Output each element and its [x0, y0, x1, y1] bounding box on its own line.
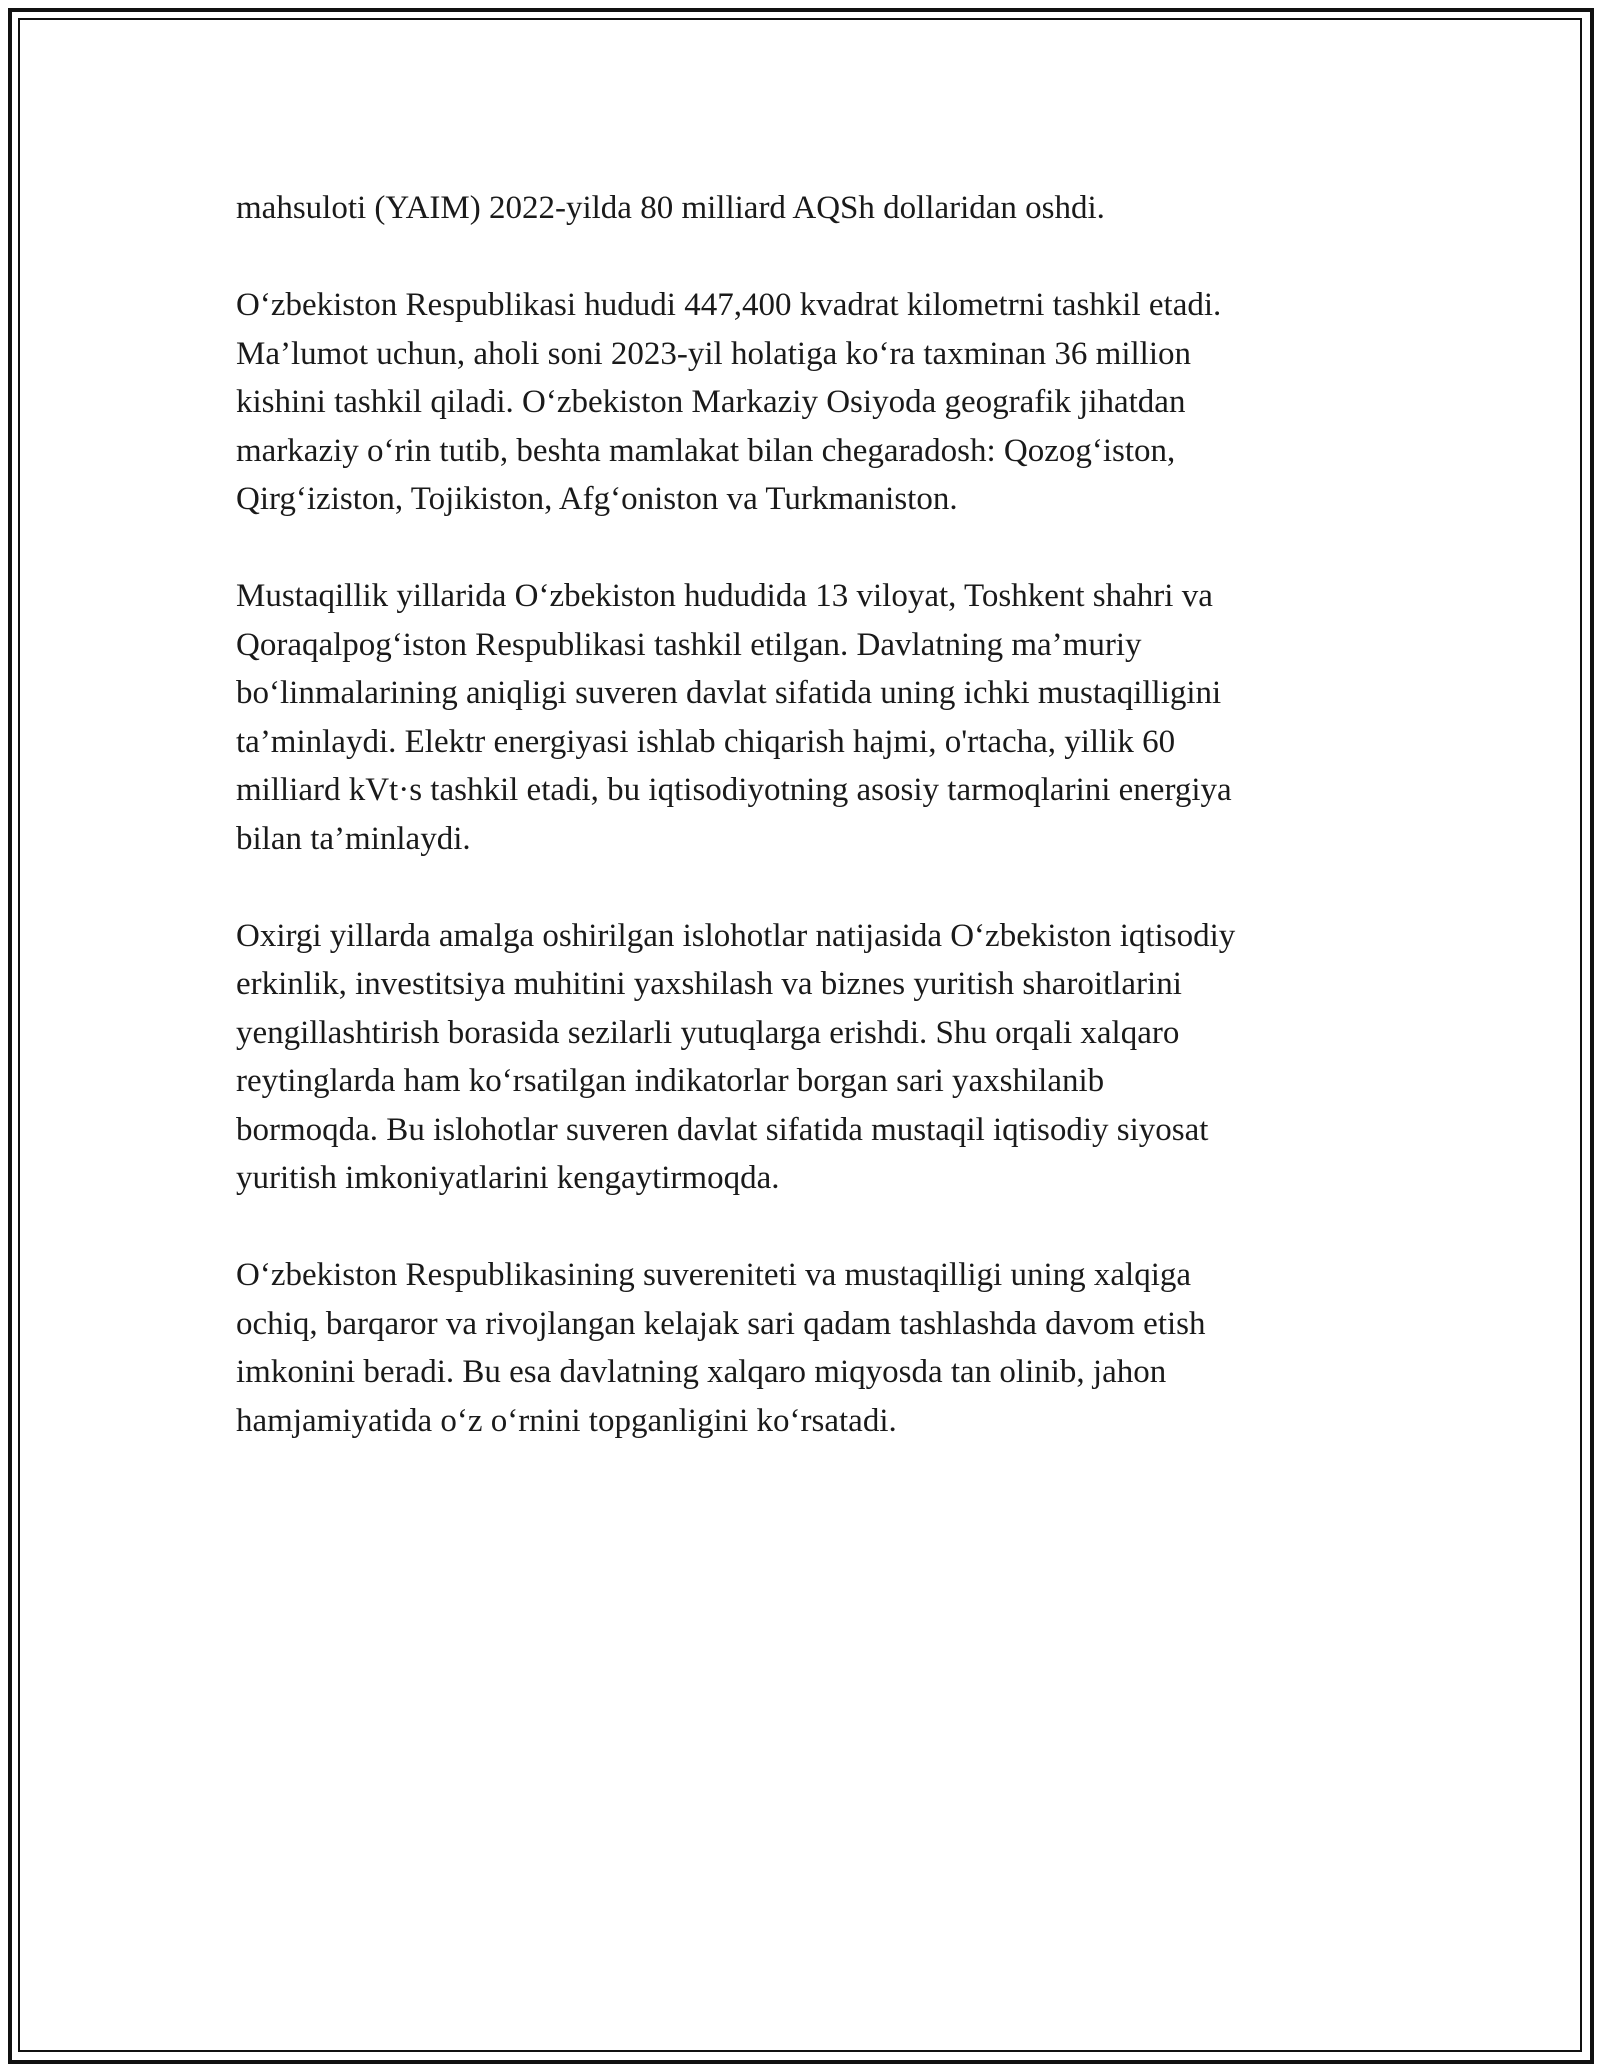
text-line: ta’minlaydi. Elektr energiyasi ishlab chiqarish hajmi, o'rtacha, yillik 60 [236, 723, 1176, 760]
text-line: bormoqda. Bu islohotlar suveren davlat sifatida mustaqil iqtisodiy siyosat [236, 1111, 1209, 1148]
text-line: kishini tashkil qiladi. O‘zbekiston Markaziy Osiyoda geografik jihatdan [236, 384, 1186, 420]
text-line: bilan ta’minlaydi. [236, 820, 471, 857]
paragraph-3 [236, 572, 1376, 863]
text-line: imkonini beradi. Bu esa davlatning xalqaro miqyosda tan olinib, jahon [236, 1354, 1167, 1390]
paragraph-5 [236, 1251, 1376, 1445]
text-line: Mustaqillik yillarida O‘zbekiston hududida 13 viloyat, Toshkent shahri va [236, 578, 1213, 614]
text-line: markaziy o‘rin tutib, beshta mamlakat bilan chegaradosh: Qozog‘iston, [236, 432, 1176, 469]
text-line: milliard kVt·s tashkil etadi, bu iqtisodiyotning asosiy tarmoqlarini energiya [236, 772, 1232, 808]
text-line: yengillashtirish borasida sezilarli yutuqlarga erishdi. Shu orqali xalqaro [236, 1014, 1180, 1051]
paragraph-4 [236, 912, 1376, 1203]
text-line: bo‘linmalarining aniqligi suveren davlat sifatida uning ichki mustaqilligini [236, 675, 1222, 711]
text-line: mahsuloti (YAIM) 2022-yilda 80 milliard AQSh dollaridan oshdi. [236, 190, 1105, 226]
text-line: Qoraqalpog‘iston Respublikasi tashkil etilgan. Davlatning ma’muriy [236, 626, 1142, 663]
text-line: O‘zbekiston Respublikasi hududi 447,400 kvadrat kilometrni tashkil etadi. [236, 287, 1222, 323]
text-line: O‘zbekiston Respublikasining suvereniteti va mustaqilligi uning xalqiga [236, 1257, 1192, 1293]
text-line: hamjamiyatida o‘z o‘rnini topganligini ko‘rsatadi. [236, 1402, 897, 1439]
text-line: Oxirgi yillarda amalga oshirilgan islohotlar natijasida O‘zbekiston iqtisodiy [236, 917, 1236, 954]
text-line: Qirg‘iziston, Tojikiston, Afg‘oniston va Turkmaniston. [236, 481, 958, 517]
text-line: Ma’lumot uchun, aholi soni 2023-yil holatiga ko‘ra taxminan 36 million [236, 335, 1192, 372]
document-body [236, 184, 1376, 1494]
paragraph-2 [236, 281, 1376, 524]
text-line: yuritish imkoniyatlarini kengaytirmoqda. [236, 1160, 780, 1196]
paragraph-1 [236, 184, 1376, 233]
text-line: ochiq, barqaror va rivojlangan kelajak sari qadam tashlashda davom etish [236, 1305, 1206, 1342]
text-line: reytinglarda ham ko‘rsatilgan indikatorlar borgan sari yaxshilanib [236, 1063, 1105, 1099]
text-line: erkinlik, investitsiya muhitini yaxshilash va biznes yuritish sharoitlarini [236, 966, 1182, 1002]
